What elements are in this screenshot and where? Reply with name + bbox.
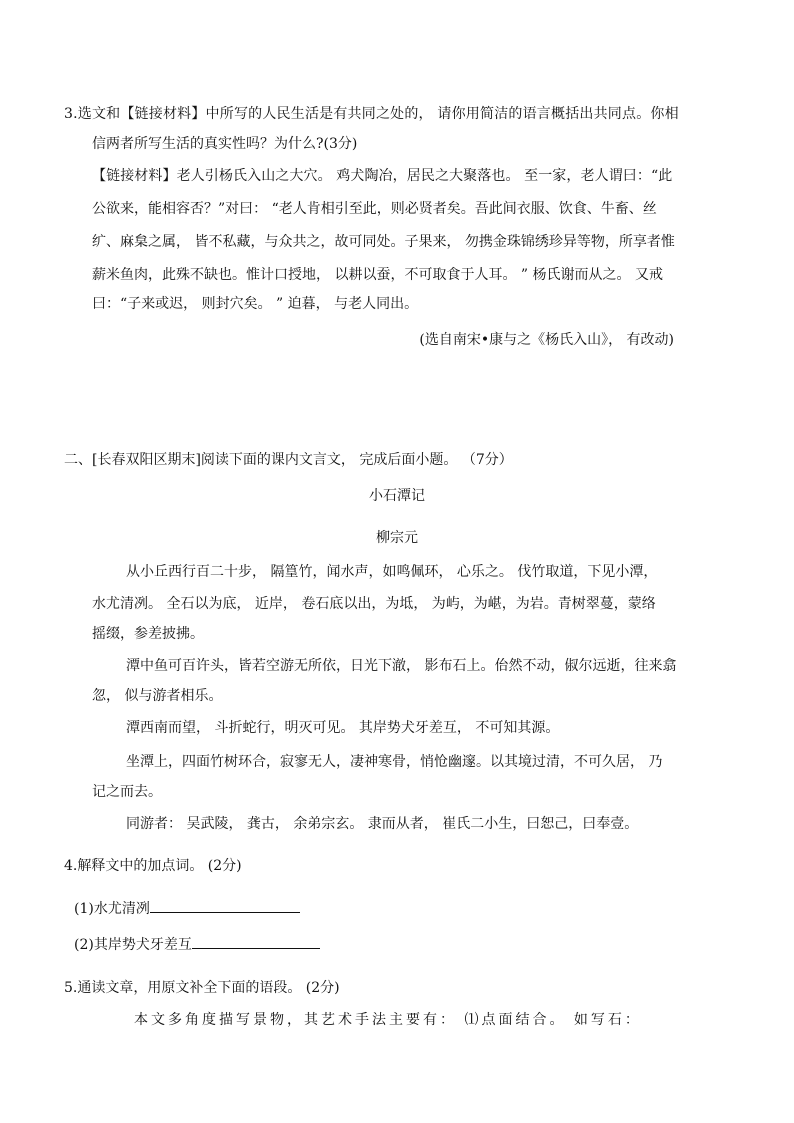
material-line-1: 【链接材料】老人引杨氏入山之大穴。 鸡犬陶冶，居民之大聚落也。 至一家，老人谓曰：“此 — [92, 168, 673, 184]
passage-line-8: 记之而去。 — [92, 784, 162, 800]
material-line-4: 薪米鱼肉，此殊不缺也。惟计口授地， 以耕以蚕，不可取食于人耳。 ” 杨氏谢而从之。 又戒 — [92, 267, 663, 283]
passage-line-5: 忽， 似与游者相乐。 — [92, 688, 223, 704]
q4-item2-answer-blank[interactable] — [192, 934, 320, 949]
section2-heading: 二、[长春双阳区期末]阅读下面的课内文言文， 完成后面小题。 （7分） — [64, 452, 513, 468]
passage-line-9: 同游者： 吴武陵， 龚古， 余弟宗玄。 隶而从者， 崔氏二小生，曰恕己，曰奉壹。 — [126, 816, 639, 832]
q4-item1-answer-blank[interactable] — [150, 898, 300, 913]
q4-item1-text: (1)水尤清冽 — [74, 901, 150, 917]
q5-text: 本文多角度描写景物，其艺术手法主要有： ⑴点面结合。 如写石： — [134, 1012, 642, 1028]
q5-heading: 5.通读文章，用原文补全下面的语段。 (2分) — [64, 980, 340, 996]
material-line-5: 曰：“子来或迟， 则封穴矣。 ” 迫暮， 与老人同出。 — [92, 296, 419, 312]
passage-line-2: 水尤清冽。 全石以为底， 近岸， 卷石底以出，为坻， 为屿，为嵁，为岩。青树翠蔓，蒙络 — [92, 596, 656, 612]
passage-line-7: 坐潭上，四面竹树环合，寂寥无人，凄神寒骨，悄怆幽邃。以其境过清，不可久居， 乃 — [126, 754, 663, 770]
passage-line-3: 摇缀，参差披拂。 — [92, 626, 204, 642]
q3-line2: 信两者所写生活的真实性吗？为什么?(3分) — [92, 136, 358, 152]
passage-title: 小石潭记 — [369, 488, 425, 504]
passage-line-6: 潭西南而望， 斗折蛇行，明灭可见。 其岸势犬牙差互， 不可知其源。 — [126, 720, 560, 736]
q4-item2 — [74, 934, 320, 955]
material-line-2: 公欲来，能相容否？”对曰： “老人肯相引至此，则必贤者矣。吾此间衣服、饮食、牛畜、丝 — [92, 201, 657, 217]
material-source: (选自南宋•康与之《杨氏入山》， 有改动) — [419, 332, 674, 348]
q4-item1 — [74, 898, 300, 919]
material-line-3: 纩、麻枲之属， 皆不私藏，与众共之，故可同处。子果来， 勿携金珠锦绣珍异等物，所享者惟 — [92, 234, 675, 250]
q3-line1: 3.选文和【链接材料】中所写的人民生活是有共同之处的， 请你用简洁的语言概括出共同点。你相 — [64, 106, 679, 122]
passage-author: 柳宗元 — [376, 530, 418, 546]
q4-heading: 4.解释文中的加点词。 (2分) — [64, 858, 242, 874]
passage-line-1: 从小丘西行百二十步， 隔篁竹，闻水声，如鸣佩环， 心乐之。 伐竹取道，下见小潭， — [126, 564, 658, 580]
q4-item2-text: (2)其岸势犬牙差互 — [74, 937, 192, 953]
passage-line-4: 潭中鱼可百许头，皆若空游无所依，日光下澈， 影布石上。佁然不动，俶尔远逝，往来翕 — [126, 658, 677, 674]
